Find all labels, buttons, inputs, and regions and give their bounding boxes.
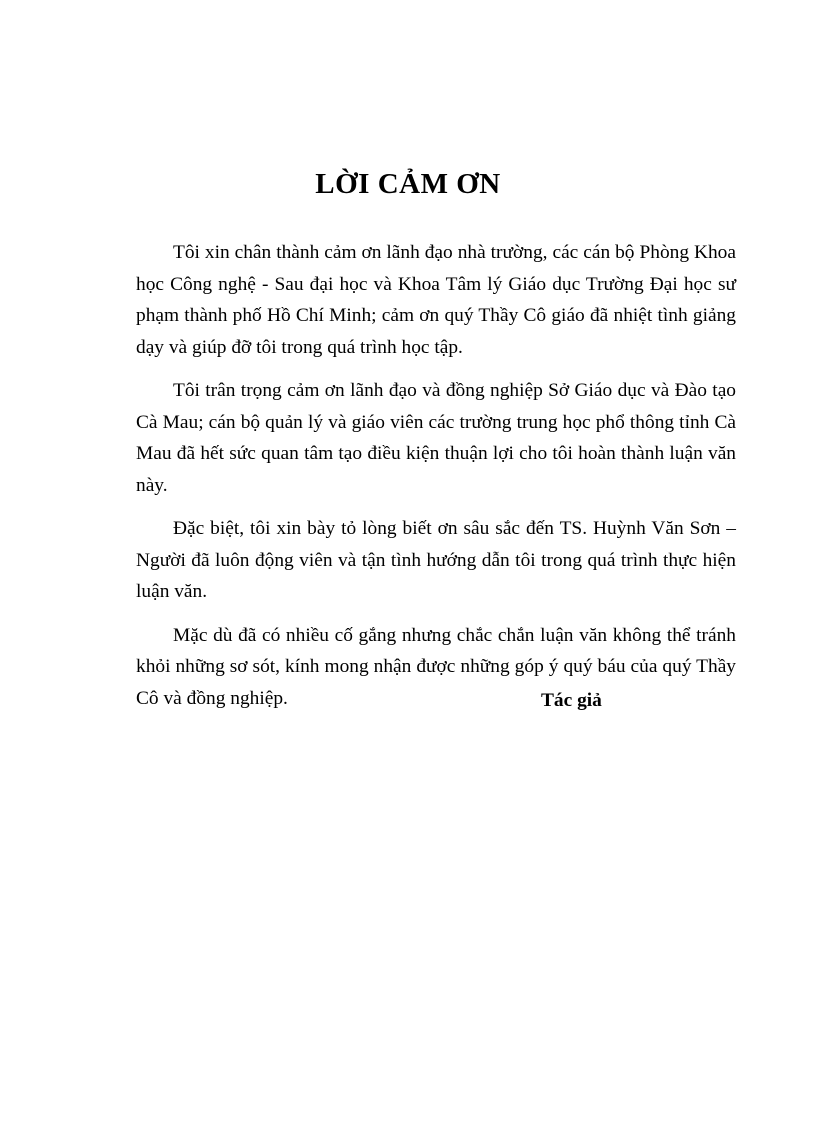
paragraph-1: Tôi xin chân thành cảm ơn lãnh đạo nhà trường, các cán bộ Phòng Khoa học Công nghệ - Sau đại học và Khoa Tâm lý Giáo dục Trường Đại học sư phạm thành phố Hồ Chí Minh; cảm ơn quý Thầy Cô giáo đã nhiệt tình giảng dạy và giúp đỡ tôi trong quá trình học tập.: [136, 242, 736, 358]
paragraph-4: Mặc dù đã có nhiều cố gắng nhưng chắc chắn luận văn không thể tránh khỏi những sơ sót, kính mong nhận được những góp ý quý báu của quý Thầy Cô và đồng nghiệp.: [136, 624, 736, 709]
author-signature: Tác giả: [541, 690, 602, 711]
paragraph-2: Tôi trân trọng cảm ơn lãnh đạo và đồng nghiệp Sở Giáo dục và Đào tạo Cà Mau; cán bộ quản lý và giáo viên các trường trung học phổ thông tỉnh Cà Mau đã hết sức quan tâm tạo điều kiện thuận lợi cho tôi hoàn thành luận văn này.: [136, 380, 736, 496]
paragraph-3: Đặc biệt, tôi xin bày tỏ lòng biết ơn sâu sắc đến TS. Huỳnh Văn Sơn – Người đã luôn động viên và tận tình hướng dẫn tôi trong quá trình thực hiện luận văn.: [136, 518, 736, 602]
acknowledgement-body: [136, 237, 736, 726]
page-title: LỜI CẢM ƠN: [315, 168, 501, 200]
